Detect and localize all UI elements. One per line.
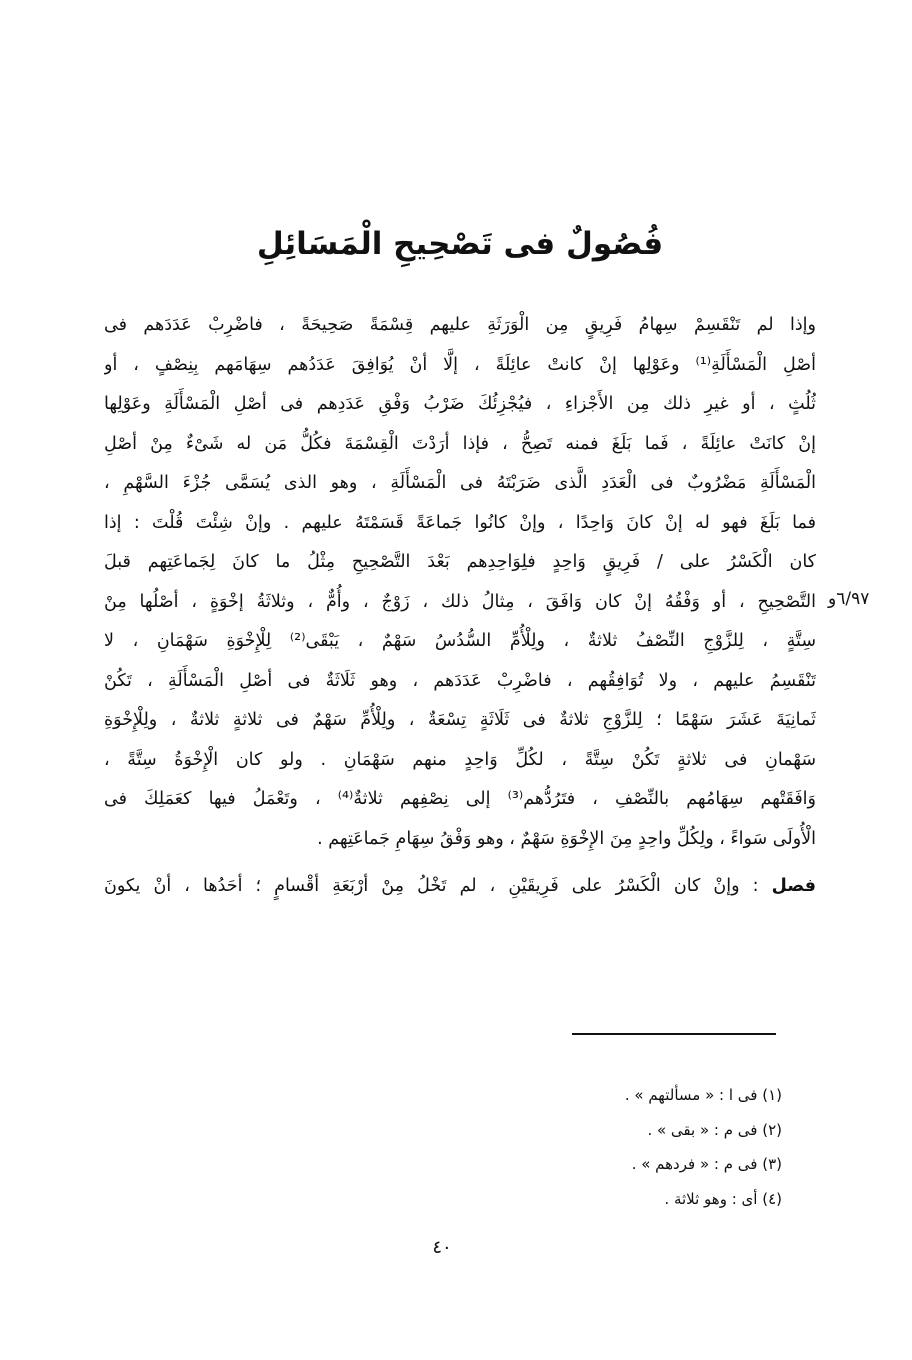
text-line: كان الْكَسْرُ على / فَرِيقٍ وَاحِدٍ فلِوَاحِدِهم بَعْدَ التَّصْحِيحِ مِثْلُ ما كانَ لِجَماعَتِهم قبلَ xyxy=(104,552,816,572)
text-line: إنْ كانَتْ عائِلَةً ، فَما بَلَغَ فمنه تَصِحُّ ، فإذا أرَدْتَ الْقِسْمَةَ فكُلُّ مَن له شَىْءٌ مِنْ أصْلِ xyxy=(104,433,816,454)
body-text xyxy=(104,306,816,907)
fasl-text: : وإنْ كان الْكَسْرُ على فَرِيقَيْنِ ، لم تَخْلُ مِنْ أرْبَعَةِ أقْسامٍ ؛ أحَدُها ، أنْ يكونَ xyxy=(104,876,759,896)
text-line: وَافَقَتْهم سِهَامُهم بالنِّصْفِ ، فتَرُدُّهم⁽³⁾ إلى نِصْفِهم ثلاثةٌ⁽⁴⁾ ، وتَعْمَلُ فيها كعَمَلِكَ فى xyxy=(104,789,816,809)
text-line: التَّصْحِيحِ ، أو وَفْقُهُ إنْ كان وَافَقَ ، مِثالُ ذلك ، زَوْجٌ ، وأُمٌّ ، وثلاثَةُ إخْوَةٍ ، أصْلُها مِنْ xyxy=(104,591,816,612)
footnotes xyxy=(560,1078,782,1216)
text-line: سِتَّةٍ ، لِلزَّوْجِ النِّصْفُ ثلاثةٌ ، ولِلْأُمِّ السُّدُسُ سَهْمٌ ، يَبْقَى⁽²⁾ لِلْإِخْوَةِ سَهْمَانِ ، لا xyxy=(104,631,816,651)
text-line: وإذا لم تَنْقَسِمْ سِهامُ فَرِيقٍ مِن الْوَرَثَةِ عليهم قِسْمَةً صَحِيحَةً ، فاضْرِبْ عَدَدَهم فى xyxy=(104,315,816,335)
footnote: (١) فى ا : « مسألتهم » . xyxy=(624,1086,782,1104)
fasl-line xyxy=(104,867,816,907)
manuscript-folio-note: ٦/٩٧و xyxy=(828,589,870,609)
chapter-title: فُصُولٌ فى تَصْحِيحِ الْمَسَائِلِ xyxy=(256,226,664,262)
text-line: سَهْمانِ فى ثلاثةٍ تَكُنْ سِتَّةً ، لكُلِّ وَاحِدٍ منهم سَهْمَانِ . ولو كان الْإِخْوَةُ سِتَّةً ، xyxy=(104,749,816,770)
text-line: ثَمانِيَةَ عَشَرَ سَهْمًا ؛ لِلزَّوْجِ ثلاثةٌ فى ثَلَاثَةٍ تِسْعَةٌ ، ولِلْأُمِّ سَهْمٌ فى ثلاثةٍ ثلاثةٌ ، ولِلْإِخْوَةِ xyxy=(104,710,816,730)
text-line: ثُلُثٍ ، أو غيرِ ذلك مِن الأَجْزاءِ ، فيُجْزِئُكَ ضَرْبُ وَفْقِ عَدَدِهم فى أصْلِ الْمَسْأَلَةِ وعَوْلِها xyxy=(104,394,816,414)
fasl-heading: فصل xyxy=(771,876,816,896)
text-line: الْأُولَى سَواءً ، ولِكُلِّ واحِدٍ مِنَ الإِخْوَةِ سَهْمٌ ، وهو وَفْقُ سِهَامِ جَماعَتِهم . xyxy=(317,828,816,849)
footnote: (٣) فى م : « فردهم » . xyxy=(631,1155,782,1173)
text-line: فما بَلَغَ فهو له إنْ كانَ وَاحِدًا ، وإنْ كانُوا جَماعَةً قَسَمْتَهُ عليهم . وإنْ شِئْتَ قُلْتَ : إذا xyxy=(104,512,816,533)
footnote-separator xyxy=(572,1033,776,1035)
footnote: (٤) أى : وهو ثلاثة . xyxy=(664,1189,782,1208)
text-line: تَنْقَسِمُ عليهم ، ولا تُوَافِقُهم ، فاضْرِبْ عَدَدَهم ، وهو ثَلَاثَةٌ فى أصْلِ الْمَسْأَلَةِ ، تَكُنْ xyxy=(104,670,816,691)
footnote: (٢) فى م : « بقى » . xyxy=(647,1120,782,1139)
text-line: الْمَسْأَلَةِ مَضْرُوبٌ فى الْعَدَدِ الَّذى ضَرَبْتَهُ فى الْمَسْأَلَةِ ، وهو الذى يُسَمَّى جُزْءَ السَّهْمِ ، xyxy=(104,473,816,493)
text-line: أصْلِ الْمَسْأَلَةِ⁽¹⁾ وعَوْلِها إنْ كانتْ عائِلَةً ، إلَّا أنْ يُوَافِقَ عَدَدُهم سِهَامَهم بِنِصْفٍ ، أو xyxy=(104,354,816,375)
page-number: ٤٠ xyxy=(432,1237,452,1258)
